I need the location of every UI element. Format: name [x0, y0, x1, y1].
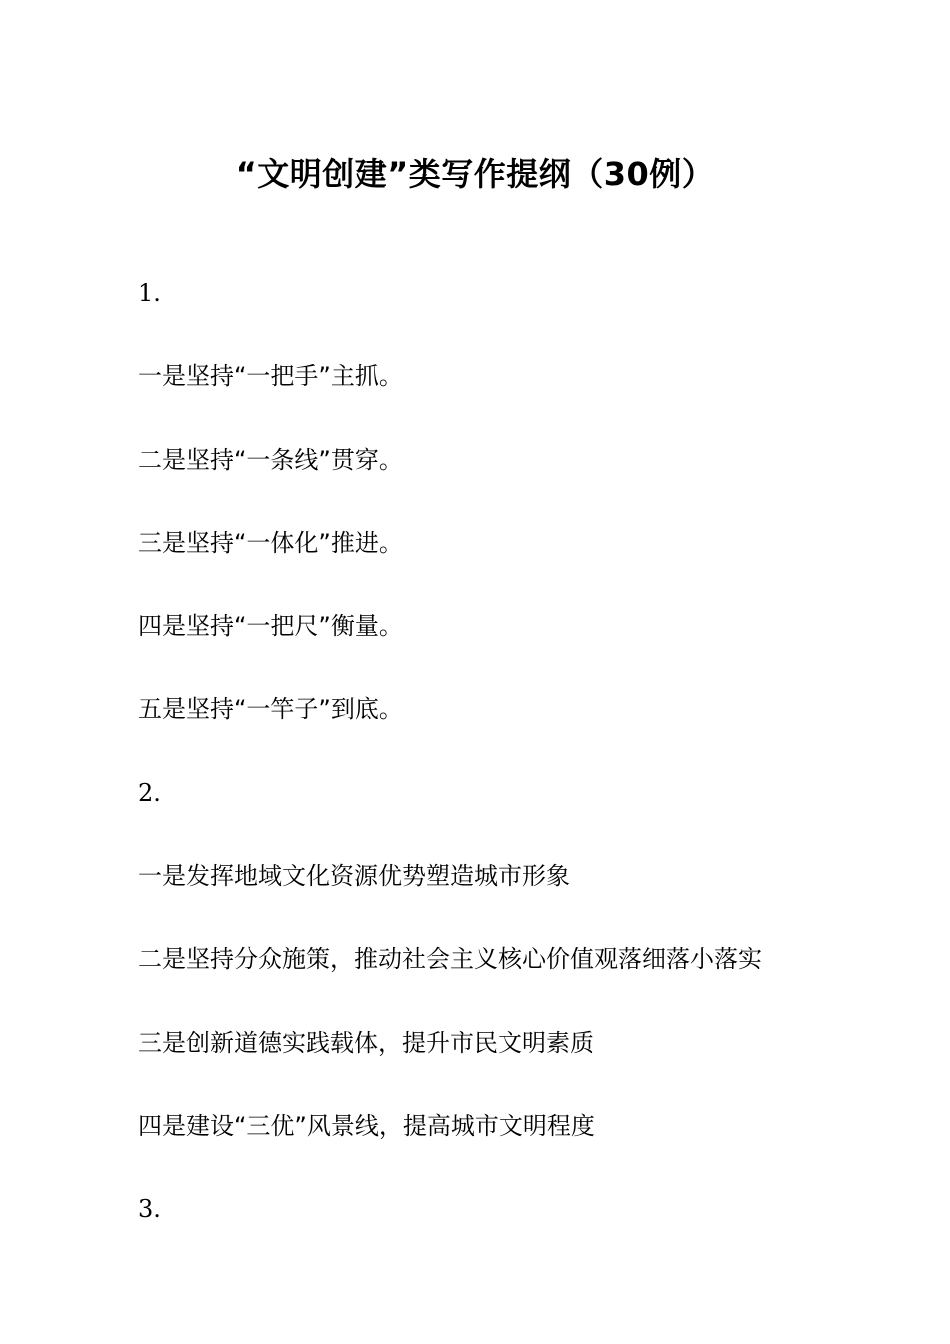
document-body: [138, 272, 838, 1272]
list-item: 三是坚持“一体化”推进。: [138, 528, 403, 557]
list-item: 五是坚持“一竿子”到底。: [138, 695, 403, 724]
document-title: “文明创建”类写作提纲（30例）: [235, 155, 715, 193]
list-item: 四是建设“三优”风景线，提高城市文明程度: [138, 1111, 595, 1140]
section-number: 2.: [138, 778, 161, 807]
list-item: 一是坚持“一把手”主抓。: [138, 362, 403, 391]
section-number: 3.: [138, 1195, 161, 1224]
list-item: 二是坚持分众施策，推动社会主义核心价值观落细落小落实: [138, 945, 762, 974]
section-number: 1.: [138, 279, 161, 307]
list-item: 四是坚持“一把尺”衡量。: [138, 612, 403, 641]
list-item: 一是发挥地域文化资源优势塑造城市形象: [138, 862, 570, 891]
list-item: 三是创新道德实践载体，提升市民文明素质: [138, 1028, 594, 1057]
list-item: 二是坚持“一条线”贯穿。: [138, 445, 403, 474]
